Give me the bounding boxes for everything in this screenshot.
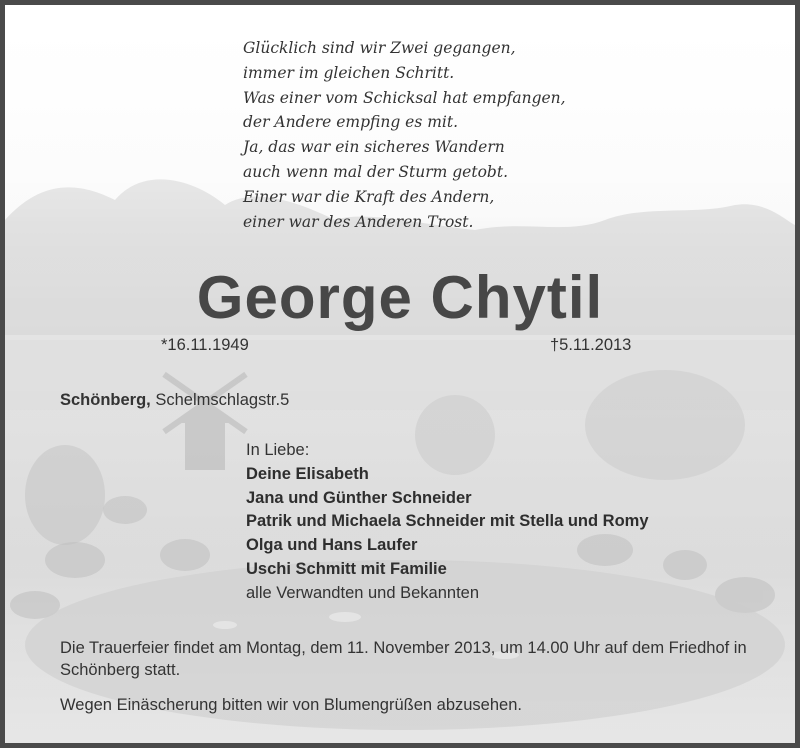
birth-date: *16.11.1949 [161, 336, 249, 354]
mourners-list [246, 439, 649, 606]
poem-line: Ja, das war ein sicheres Wandern [243, 138, 505, 157]
poem-line: Was einer vom Schicksal hat empfangen, [243, 88, 566, 107]
poem-line: der Andere empfing es mit. [243, 113, 459, 132]
mourner-name: Patrik und Michaela Schneider mit Stella und Romy [246, 512, 649, 531]
notice-content [5, 5, 795, 743]
deceased-name: George Chytil [196, 264, 604, 331]
address [60, 391, 289, 410]
mourner-name: Jana und Günther Schneider [246, 488, 472, 507]
funeral-service-text: Die Trauerfeier findet am Montag, dem 11. November 2013, um 14.00 Uhr auf dem Friedhof in Schönberg statt. [60, 639, 747, 679]
memorial-poem [243, 36, 566, 234]
address-town: Schönberg, [60, 391, 151, 409]
poem-line: einer war des Anderen Trost. [243, 212, 474, 231]
address-street: Schelmschlagstr.5 [155, 391, 290, 409]
mourners-intro: In Liebe: [246, 441, 310, 459]
flowers-request-text: Wegen Einäscherung bitten wir von Blumengrüßen abzusehen. [60, 696, 522, 714]
mourner-name: Deine Elisabeth [246, 464, 369, 483]
poem-line: auch wenn mal der Sturm getobt. [243, 162, 508, 181]
mourner-name: Uschi Schmitt mit Familie [246, 559, 447, 578]
poem-line: Einer war die Kraft des Andern, [243, 187, 495, 206]
death-date: †5.11.2013 [550, 336, 632, 354]
poem-line: immer im gleichen Schritt. [243, 63, 455, 82]
poem-line: Glücklich sind wir Zwei gegangen, [243, 39, 516, 57]
mourner-name: Olga und Hans Laufer [246, 536, 418, 555]
mourners-closing: alle Verwandten und Bekannten [246, 583, 480, 602]
